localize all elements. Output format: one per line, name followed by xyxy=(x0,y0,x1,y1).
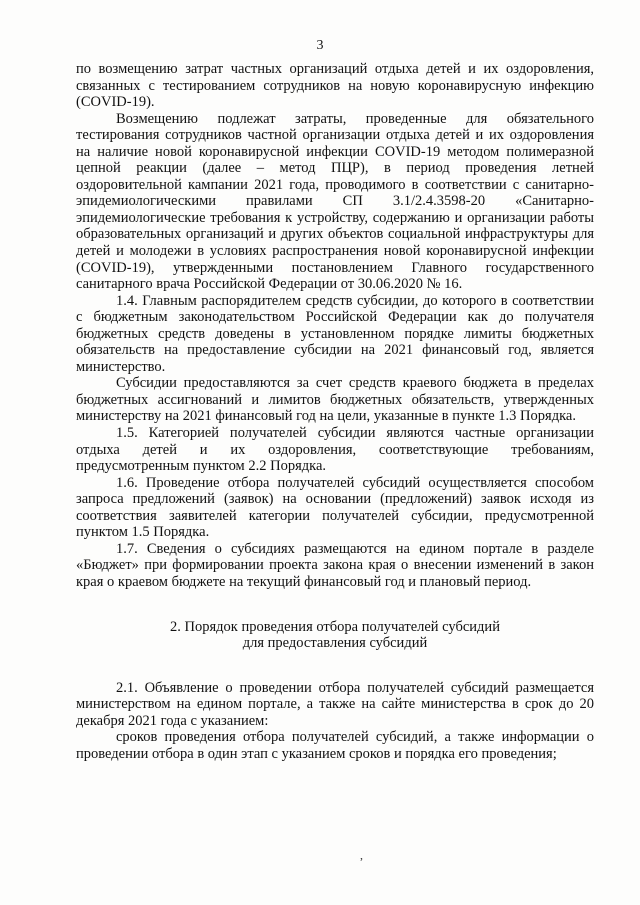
paragraph-continuation: по возмещению затрат частных организаций отдыха детей и их оздоровления, связанных с тестированием сотрудников на новую коронавирусную инфекцию (COVID-19). xyxy=(76,61,594,111)
paragraph-1-5: 1.5. Категорией получателей субсидии являются частные организации отдыха детей и их оздоровления, соответствующие требованиям, предусмотренным пунктом 2.2 Порядка. xyxy=(76,425,594,475)
spacer xyxy=(76,652,594,680)
paragraph-1-4: 1.4. Главным распорядителем средств субсидии, до которого в соответствии с бюджетным законодательством Российской Федерации как до получателя бюджетных средств доведены в установленном порядке лимиты бюджетных обязательств на предоставление субсидии на 2021 финансовый год, является министерство. xyxy=(76,292,594,375)
scan-mark: , xyxy=(360,848,363,862)
paragraph-subsidy-source: Субсидии предоставляются за счет средств краевого бюджета в пределах бюджетных ассигнований и лимитов бюджетных обязательств, утвержденных министерству на 2021 финансовый год на цели, указанные в пункте 1.3 Порядка. xyxy=(76,375,594,425)
section-2-title-line1: 2. Порядок проведения отбора получателей субсидий xyxy=(170,618,500,635)
paragraph-2-1-item: сроков проведения отбора получателей субсидий, а также информации о проведении отбора в один этап с указанием сроков и порядка его проведения; xyxy=(76,729,594,762)
paragraph-2-1: 2.1. Объявление о проведении отбора получателей субсидий размещается министерством на едином портале, а также на сайте министерства в срок до 20 декабря 2021 года с указанием: xyxy=(76,679,594,729)
paragraph-reimbursement: Возмещению подлежат затраты, проведенные для обязательного тестирования сотрудников частной организации отдыха детей и их оздоровления на наличие новой коронавирусной инфекции COVID-19 методом полимеразной цепной реакции (далее – метод ПЦР), в период проведения летней оздоровительной кампании 2021 года, проводимого в соответствии с санитарно-эпидемиологическими правилами СП 3.1/2.4.3598-20 «Санитарно-эпидемиологические требования к устройству, содержанию и организации работы образовательных организаций и других объектов социальной инфраструктуры для детей и молодежи в условиях распространения новой коронавирусной инфекции (COVID-19), утвержденными постановлением Главного государственного санитарного врача Российской Федерации от 30.06.2020 № 16. xyxy=(76,110,594,293)
page-number: 3 xyxy=(316,38,324,53)
paragraph-1-7: 1.7. Сведения о субсидиях размещаются на едином портале в разделе «Бюджет» при формировании проекта закона края о внесении изменений в закон края о краевом бюджете на текущий финансовый год и плановый период. xyxy=(76,540,594,590)
document-body xyxy=(76,61,594,762)
paragraph-1-6: 1.6. Проведение отбора получателей субсидий осуществляется способом запроса предложений (заявок) на основании (предложений) заявок исходя из соответствия заявителей категории получателей субсидии, предусмотренной пунктом 1.5 Порядка. xyxy=(76,474,594,541)
section-2-title-line2: для предоставления субсидий xyxy=(242,635,428,652)
spacer xyxy=(76,591,594,619)
